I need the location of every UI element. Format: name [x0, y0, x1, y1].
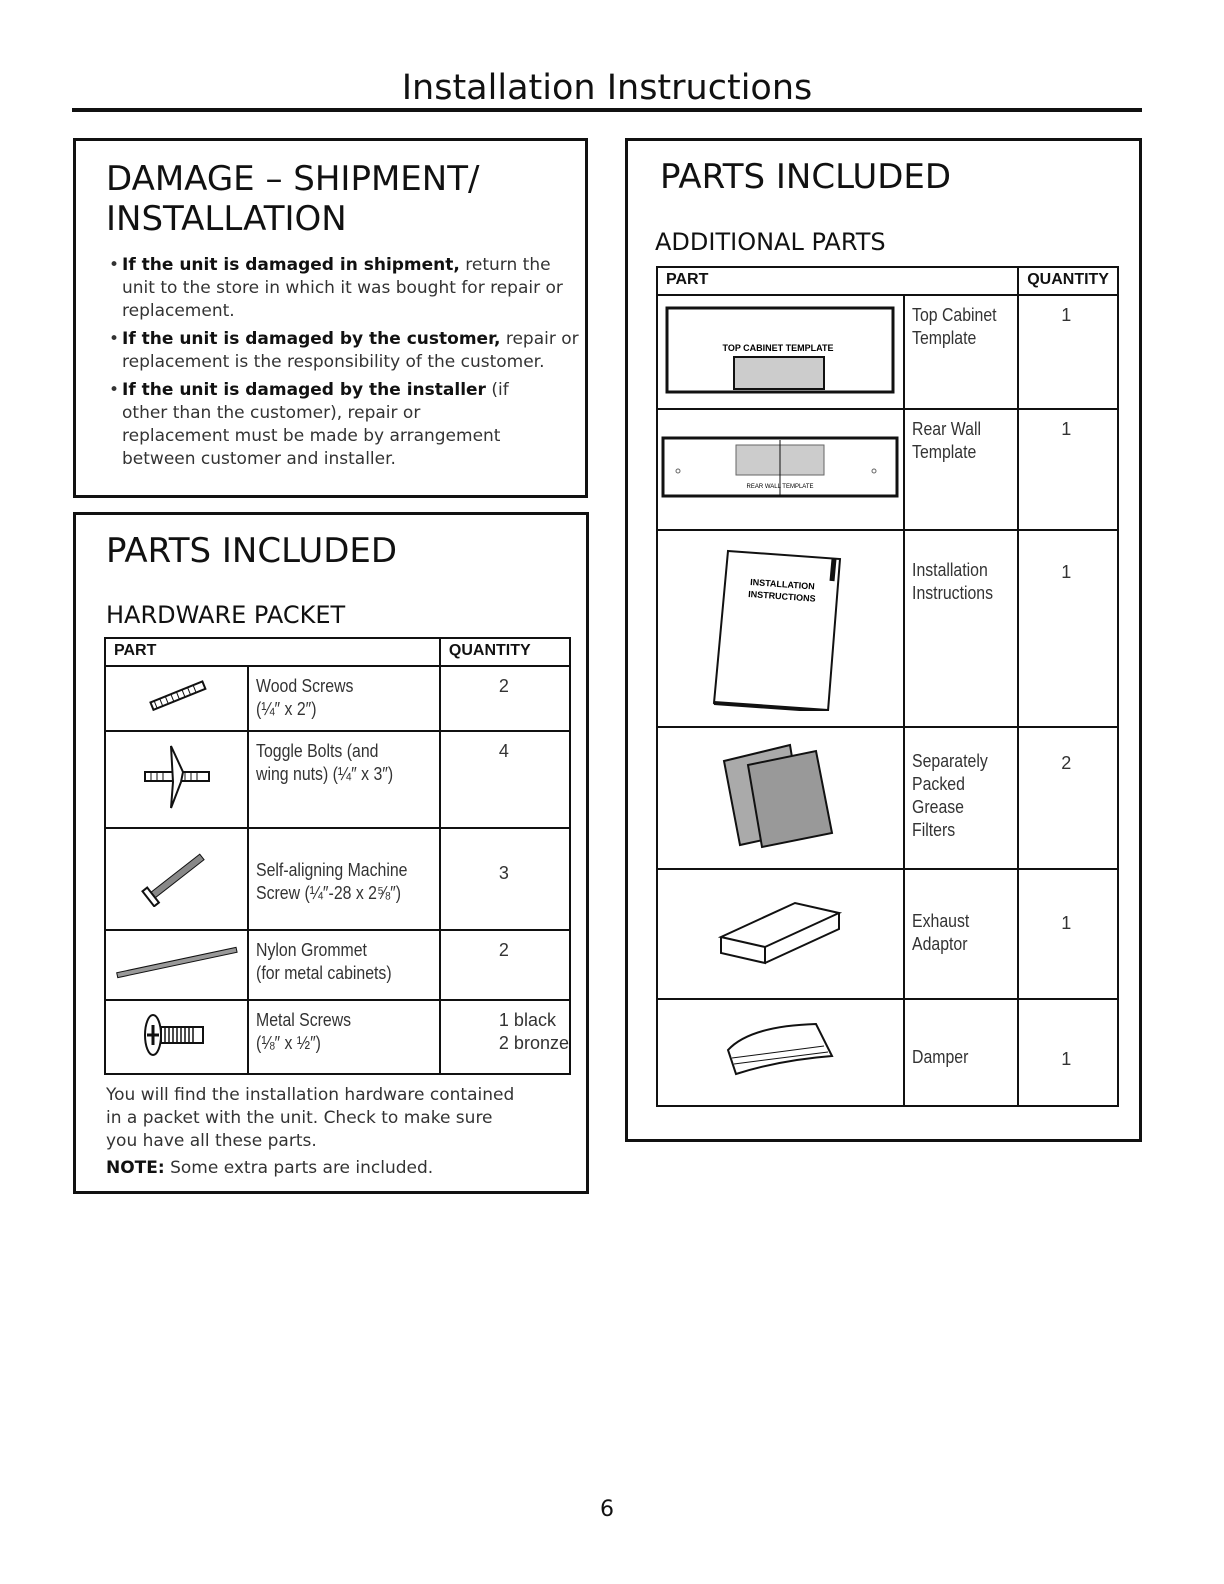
part-quantity: 1 [1061, 305, 1072, 325]
part-name: Filters [911, 820, 955, 840]
bullet-bold: If the unit is damaged by the installer [122, 380, 486, 400]
table-row [105, 930, 570, 1000]
part-name: Packed [911, 774, 965, 794]
part-name: Grease [911, 797, 964, 817]
part-name: Top Cabinet [911, 305, 997, 325]
part-name: Toggle Bolts (and [256, 741, 379, 761]
part-size: (⅛″ x ½″) [256, 1033, 322, 1053]
grease-filters-icon [657, 727, 904, 869]
part-quantity: 1 [1061, 913, 1072, 933]
metal-screw-icon [105, 1000, 248, 1074]
part-size: wing nuts) (¼″ x 3″) [256, 764, 394, 784]
hardware-note-text: You will find the installation hardware contained in a packet with the unit. Check to make sure you have all these parts. [106, 1085, 515, 1151]
table-row [105, 828, 570, 930]
hardware-subtitle: HARDWARE PACKET [106, 601, 346, 629]
bullet-text: (if other than the customer), repair or replacement must be made by arrangement between customer and installer. [122, 380, 509, 469]
damper-icon [657, 999, 904, 1106]
hardware-title: PARTS INCLUDED [106, 531, 398, 571]
part-name: Nylon Grommet [256, 940, 368, 960]
table-row [657, 727, 1118, 869]
note-text: Some extra parts are included. [164, 1158, 434, 1178]
part-name: Exhaust [911, 911, 969, 931]
page-title: Installation Instructions [401, 68, 813, 108]
part-size: Screw (¼″-28 x 2⅝″) [256, 883, 402, 903]
part-name: Template [911, 328, 977, 348]
illustration-label: TOP CABINET TEMPLATE [722, 342, 834, 353]
exhaust-adaptor-icon [657, 869, 904, 999]
note-label: NOTE: [106, 1158, 165, 1178]
damage-title-line2: INSTALLATION [106, 199, 347, 239]
part-quantity: 1 black [498, 1010, 556, 1030]
table-row [657, 295, 1118, 409]
illustration-label: INSTRUCTIONS [748, 589, 817, 604]
hardware-table [104, 637, 571, 1075]
bullet-text: return the unit to the store in which it was bought for repair or replacement. [122, 255, 563, 321]
bullet-bold: If the unit is damaged in shipment, [122, 255, 460, 275]
part-size: (¼″ x 2″) [256, 699, 317, 719]
part-quantity: 4 [498, 741, 509, 761]
table-row [105, 666, 570, 731]
rear-wall-template-icon [657, 409, 904, 530]
toggle-bolt-icon [105, 731, 248, 828]
hardware-note [106, 1157, 433, 1180]
machine-screw-icon [105, 828, 248, 930]
part-quantity: 1 [1061, 562, 1072, 582]
part-quantity-2: 2 bronze [498, 1033, 569, 1053]
part-quantity: 2 [498, 940, 509, 960]
table-row [657, 999, 1118, 1106]
col-part: PART [105, 638, 440, 666]
bullet-bold: If the unit is damaged by the customer, [122, 329, 501, 349]
part-name: Installation [911, 560, 988, 580]
bullet-text: repair or replacement is the responsibility of the customer. [122, 329, 579, 372]
part-quantity: 3 [498, 863, 509, 883]
part-name: Rear Wall [911, 419, 981, 439]
table-row [657, 869, 1118, 999]
additional-title: PARTS INCLUDED [660, 157, 952, 197]
page-number: 6 [600, 1497, 614, 1522]
damage-section [73, 138, 588, 498]
installation-instructions-icon [657, 530, 904, 727]
table-row [657, 409, 1118, 530]
nylon-grommet-icon [105, 930, 248, 1000]
damage-bullet: • If the unit is damaged by the customer, repair or replacement is the responsibility of the customer. [109, 329, 579, 372]
part-quantity: 1 [1061, 1049, 1072, 1069]
part-name: Self-aligning Machine [256, 860, 408, 880]
damage-title-line1: DAMAGE – SHIPMENT/ [106, 159, 480, 199]
hardware-section [73, 512, 589, 1194]
top-cabinet-template-icon [657, 295, 904, 409]
col-part: PART [657, 267, 1018, 295]
wood-screw-icon [105, 666, 248, 731]
table-row [657, 530, 1118, 727]
title-rule [72, 108, 1142, 112]
col-quantity: QUANTITY [1018, 267, 1118, 295]
part-name: Wood Screws [256, 676, 354, 696]
col-quantity: QUANTITY [440, 638, 570, 666]
table-row [105, 1000, 570, 1074]
damage-bullet: • If the unit is damaged in shipment, return the unit to the store in which it was bought for repair or replacement. [109, 255, 563, 321]
part-name: Template [911, 442, 977, 462]
damage-bullet: • If the unit is damaged by the installer (if other than the customer), repair or replacement must be made by arrangement between customer and installer. [109, 380, 509, 469]
illustration-label: REAR WALL TEMPLATE [746, 484, 814, 490]
part-name: Instructions [911, 583, 993, 603]
additional-table [656, 266, 1119, 1107]
part-name: Damper [911, 1047, 969, 1067]
part-name: Separately [911, 751, 988, 771]
part-name: Adaptor [911, 934, 968, 954]
table-row [105, 731, 570, 828]
part-quantity: 2 [498, 676, 509, 696]
part-quantity: 1 [1061, 419, 1072, 439]
additional-section [625, 138, 1142, 1142]
part-name: Metal Screws [256, 1010, 352, 1030]
part-quantity: 2 [1061, 753, 1072, 773]
part-size: (for metal cabinets) [256, 963, 392, 983]
illustration-label: INSTALLATION [750, 577, 816, 592]
additional-subtitle: ADDITIONAL PARTS [655, 228, 886, 256]
